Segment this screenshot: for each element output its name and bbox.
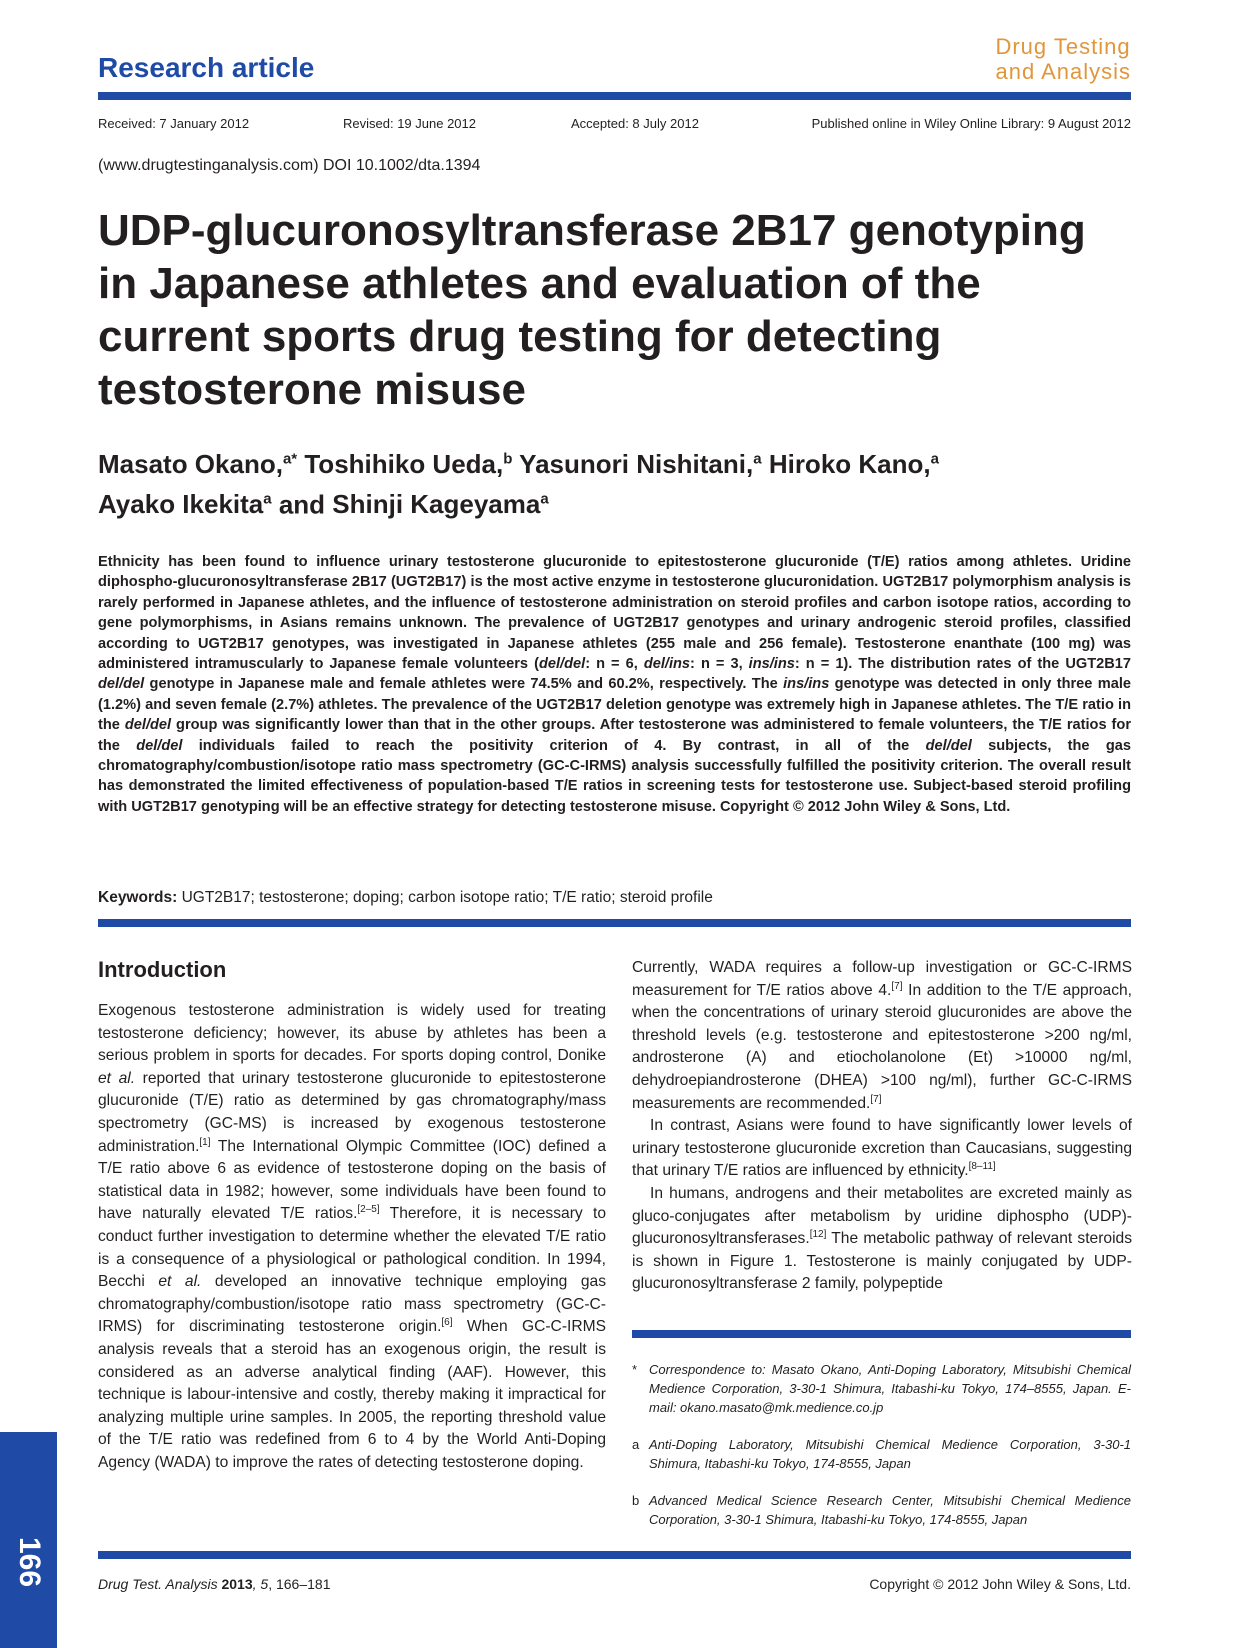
italic-term: del/del [136, 737, 183, 754]
footnote-mark: b [632, 1493, 640, 1508]
citation-ref: [2–5] [357, 1204, 380, 1216]
affiliation-mark: a [263, 490, 272, 508]
paragraph: In contrast, Asians were found to have significantly lower levels of urinary testosterone glucuronide excretion than Caucasians, suggesting that urinary T/E ratios are influenced by ethnicity.[8–11] [632, 1117, 1132, 1180]
affiliation-mark: a [540, 490, 549, 508]
paragraph: Exogenous testosterone administration is widely used for treating testosterone deficiency; however, its abuse by athletes has been a serious problem in sports for decades. For sports doping control, Donike et al. reported that urinary testosterone glucuronide to epitestosterone glucuronide (T/E) ratio as determined by gas chromatography/mass spectrometry (GC-MS) is increased by exogenous testosterone administration.[1] The International Olympic Committee (IOC) defined a T/E ratio above 6 as evidence of testosterone doping on the basis of statistical data in 1982; however, some individuals have been found to have naturally elevated T/E ratios.[2–5] Therefore, it is necessary to conduct further investigation to determine whether the elevated T/E ratio is a consequence of a physiological or pathological condition. In 1994, Becchi et al. developed an innovative technique employing gas chromatography/combustion/isotope ratio mass spectrometry (GC-C-IRMS) for discriminating testosterone origin.[6] When GC-C-IRMS analysis reveals that a steroid has an exogenous origin, the result is considered as an adverse analytical finding (AAF). However, this technique is labour-intensive and costly, thereby making it impractical for analyzing multiple urine samples. In 2005, the reporting threshold value of the T/E ratio was redefined from 6 to 4 by the World Anti-Doping Agency (WADA) to improve the rates of detecting testosterone doping. [98, 1002, 607, 1471]
footnote-mark: * [632, 1362, 638, 1377]
abstract: Ethnicity has been found to influence urinary testosterone glucuronide to epitestosterone glucuronide (T/E) ratios among athletes. Uridine diphospho-glucuronosyltransferase 2B17 (UGT2B17) is the most active enzyme in testosterone glucuronidation. UGT2B17 polymorphism analysis is rarely performed in Japanese athletes, and the influence of testosterone administration on steroid profiles and carbon isotope ratios, according to gene polymorphisms, in Asians remains unknown. The prevalence of UGT2B17 genotypes and urinary androgenic steroid profiles, classified according to UGT2B17 genotypes, was investigated in Japanese athletes (255 male and 256 female). Testosterone enanthate (100 mg) was administered intramuscularly to Japanese female volunteers (del/del: n = 6, del/ins: n = 3, ins/ins: n = 1). The distribution rates of the UGT2B17 del/del genotype in Japanese male and female athletes were 74.5% and 60.2%, respectively. The ins/ins genotype was detected in only three male (1.2%) and seven female (2.7%) athletes. The prevalence of the UGT2B17 deletion genotype was extremely high in Japanese athletes. The T/E ratio in the del/del group was significantly lower than that in the other groups. After testosterone was administered to female volunteers, the T/E ratios for the del/del individuals failed to reach the positivity criterion of 4. By contrast, in all of the del/del subjects, the gas chromatography/combustion/isotope ratio mass spectrometry (GC-C-IRMS) analysis successfully fulfilled the positivity criterion. The overall result has demonstrated the limited effectiveness of population-based T/E ratios in screening tests for testosterone use. Subject-based steroid profiling with UGT2B17 genotyping will be an effective strategy for detecting testosterone misuse. Copyright © 2012 John Wiley & Sons, Ltd. [98, 554, 1132, 815]
doi-line: (www.drugtestinganalysis.com) DOI 10.1002/dta.1394 [98, 157, 481, 174]
title-line: testosterone misuse [98, 365, 526, 414]
revised-date: Revised: 19 June 2012 [343, 116, 476, 131]
italic-term: et al. [98, 1069, 136, 1087]
paragraph: Currently, WADA requires a follow-up investigation or GC-C-IRMS measurement for T/E ratios above 4.[7] In addition to the T/E approach, when the concentrations of urinary steroid glucuronides are above the threshold levels (e.g. testosterone and epitestosterone >200 ng/ml, androsterone (A) and etiocholanolone (Et) >10000 ng/ml, dehydroepiandrosterone (DHEA) >100 ng/ml), further GC-C-IRMS measurements are recommended.[7] [632, 959, 1132, 1112]
footnote-text: Anti-Doping Laboratory, Mitsubishi Chemical Medience Corporation, 3-30-1 Shimura, Itabashi-ku Tokyo, 174-8555, Japan [649, 1437, 1131, 1471]
journal-logo-line: and Analysis [995, 59, 1131, 84]
title-line: current sports drug testing for detecting [98, 312, 942, 361]
published-date: Published online in Wiley Online Library: 9 August 2012 [811, 116, 1131, 131]
introduction-right-column [632, 957, 1132, 1296]
footnote [632, 1491, 1131, 1529]
footnote-rule [632, 1330, 1131, 1338]
footnote [632, 1360, 1131, 1417]
keywords-text: UGT2B17; testosterone; doping; carbon isotope ratio; T/E ratio; steroid profile [181, 889, 713, 906]
affiliation-mark: a [753, 450, 762, 467]
author: Shinji Kageyama$^a$ [332, 489, 549, 520]
keywords [98, 889, 1131, 907]
author: Ayako Ikekita$^a$ [98, 489, 272, 520]
author: Toshihiko Ueda,$^b$ [304, 448, 513, 479]
author: Yasunori Nishitani,$^a$ [519, 448, 762, 479]
journal-logo-line: Drug Testing [995, 34, 1131, 59]
citation-ref: [8–11] [968, 1161, 996, 1173]
citation-ref: [7] [870, 1093, 882, 1105]
affiliation-mark: a* [282, 450, 298, 467]
citation-pages: , 166–181 [268, 1576, 331, 1592]
italic-term: ins/ins [748, 656, 795, 673]
italic-term: et al. [158, 1273, 202, 1291]
footnote [632, 1435, 1131, 1473]
citation-year: 2013 [221, 1576, 253, 1592]
italic-term: ins/ins [783, 676, 830, 693]
paragraph: In humans, androgens and their metabolites are excreted mainly as gluco-conjugates after metabolism by uridine diphospho (UDP)-glucuronosyltransferases.[12] The metabolic pathway of relevant steroids is shown in Figure 1. Testosterone is mainly conjugated by UDP-glucuronosyltransferase 2 family, polypeptide [632, 1184, 1132, 1293]
footnote-text: Advanced Medical Science Research Center, Mitsubishi Chemical Medience Corporation, 3-30-1 Shimura, Itabashi-ku Tokyo, 174-8555, Japan [649, 1493, 1131, 1527]
article-title [98, 204, 1138, 416]
page-number: 166 [12, 1536, 46, 1587]
italic-term: del/ins [643, 656, 691, 673]
italic-term: del/del [538, 656, 586, 673]
journal-abbrev: Drug Test. Analysis [98, 1576, 218, 1592]
author-list: Masato Okano,$^{a*}$ Toshihiko Ueda,$^b$ Yasunori Nishitani,$^a$ Hiroko Kano,$^a$ Ayako Ikekita$^a$ and Shinji Kageyama$^a$ [98, 448, 939, 520]
footnote-text: Correspondence to: Masato Okano, Anti-Doping Laboratory, Mitsubishi Chemical Medience Corporation, 3-30-1 Shimura, Itabashi-ku Tokyo, 174–8555, Japan. E-mail: okano.masato@mk.medience.co.jp [649, 1362, 1131, 1415]
citation-ref: [1] [199, 1136, 211, 1148]
footer-copyright: Copyright © 2012 John Wiley & Sons, Ltd. [869, 1576, 1131, 1592]
section-label: Research article [98, 52, 315, 83]
page-number-tab [0, 1432, 57, 1648]
author: Hiroko Kano,$^a$ [768, 448, 939, 479]
keywords-label: Keywords: [98, 889, 178, 906]
citation: Drug Test. Analysis 2013, 5, 166–181 [98, 1576, 331, 1592]
footnote-mark: a [632, 1437, 640, 1452]
journal-logo [995, 34, 1131, 84]
introduction-left-column [98, 1000, 606, 1474]
italic-term: del/del [98, 676, 145, 693]
accepted-date: Accepted: 8 July 2012 [571, 116, 699, 131]
footnotes [632, 1360, 1131, 1529]
citation-ref: [6] [441, 1317, 453, 1329]
italic-term: del/del [925, 737, 972, 754]
citation-volume: 5 [260, 1576, 269, 1592]
introduction-heading: Introduction [98, 957, 227, 982]
title-line: in Japanese athletes and evaluation of the [98, 259, 981, 308]
header-rule [98, 92, 1131, 100]
citation-ref: [12] [809, 1228, 827, 1240]
footer-rule [98, 1551, 1131, 1559]
affiliation-mark: b [503, 450, 513, 467]
affiliation-mark: a [930, 450, 939, 467]
received-date: Received: 7 January 2012 [98, 116, 250, 131]
author: Masato Okano,$^{a*}$ [98, 448, 298, 479]
italic-term: del/del [124, 717, 172, 734]
title-line: UDP-glucuronosyltransferase 2B17 genotyping [98, 206, 1086, 255]
citation-ref: [7] [891, 980, 903, 992]
abstract-rule [98, 919, 1131, 927]
